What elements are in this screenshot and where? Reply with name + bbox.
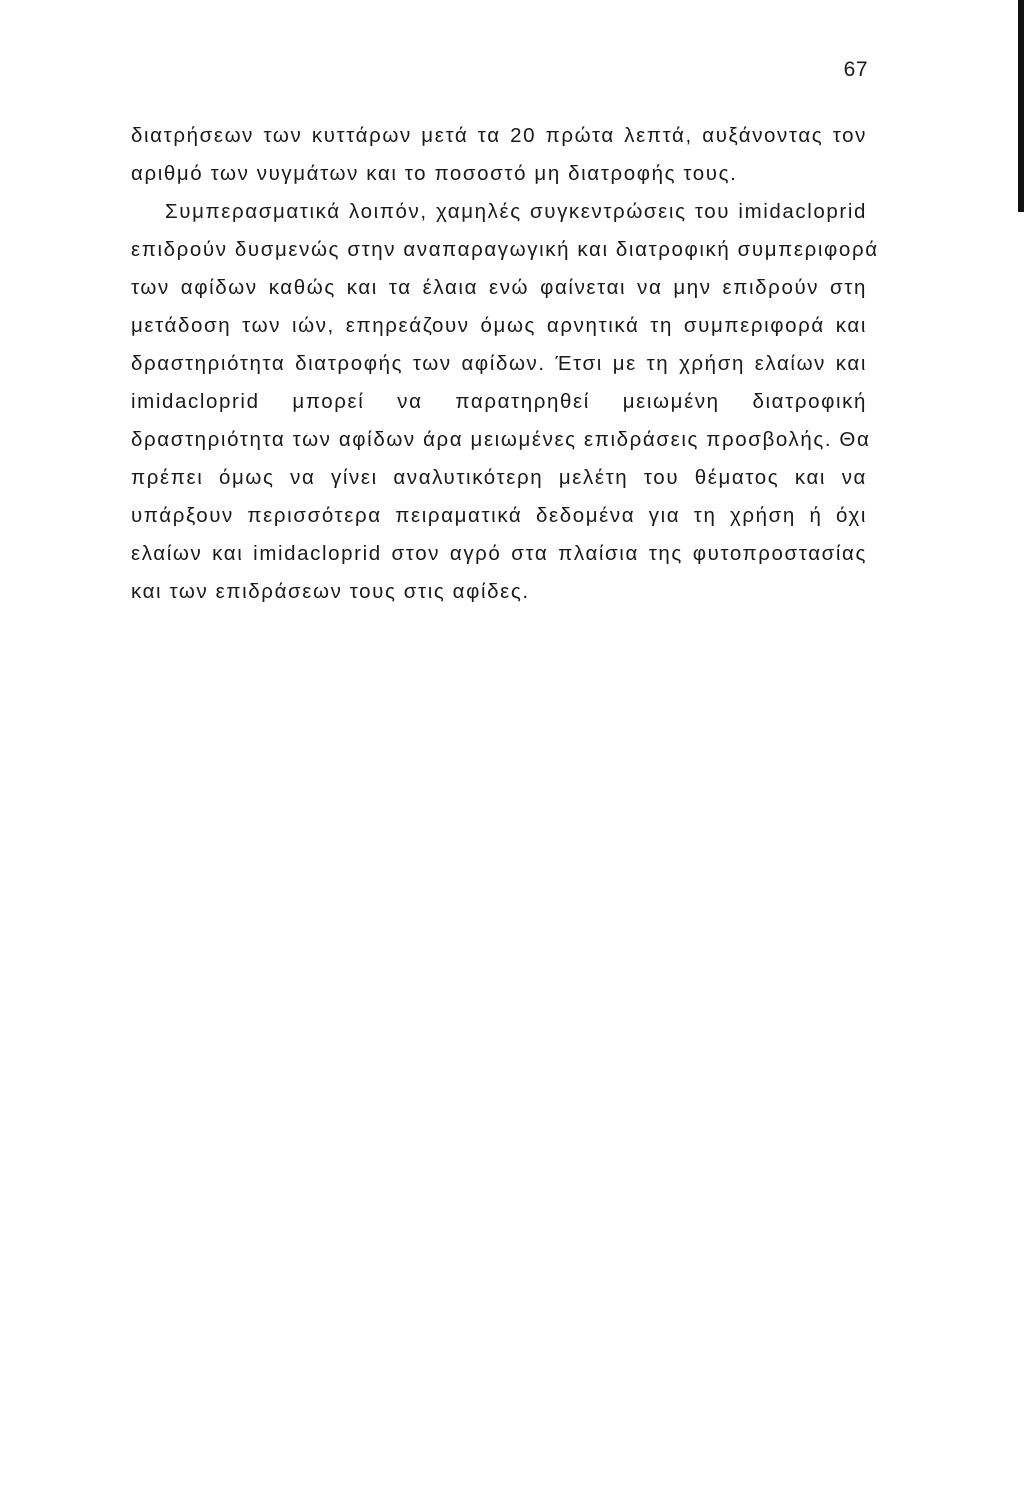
text-line: των αφίδων καθώς και τα έλαια ενώ φαίνεται να μην επιδρούν στη [131, 276, 867, 299]
text-line: επιδρούν δυσμενώς στην αναπαραγωγική και διατροφική συμπεριφορά [131, 238, 879, 261]
scan-edge-bar [1018, 0, 1024, 212]
text-line: Συμπερασματικά λοιπόν, χαμηλές συγκεντρώσεις του imidacloprid [165, 200, 867, 223]
text-line: διατρήσεων των κυττάρων μετά τα 20 πρώτα λεπτά, αυξάνοντας τον [131, 124, 867, 147]
text-line: δραστηριότητα διατροφής των αφίδων. Έτσι με τη χρήση ελαίων και [131, 352, 867, 375]
text-line: πρέπει όμως να γίνει αναλυτικότερη μελέτη του θέματος και να [131, 466, 867, 489]
text-line: imidacloprid μπορεί να παρατηρηθεί μειωμένη διατροφική [131, 390, 867, 413]
text-line: υπάρξουν περισσότερα πειραματικά δεδομένα για τη χρήση ή όχι [131, 504, 867, 527]
text-line: ελαίων και imidacloprid στον αγρό στα πλαίσια της φυτοπροστασίας [131, 542, 867, 565]
text-line: αριθμό των νυγμάτων και το ποσοστό μη διατροφής τους. [131, 162, 738, 185]
page-number: 67 [843, 58, 868, 81]
text-line: δραστηριότητα των αφίδων άρα μειωμένες επιδράσεις προσβολής. Θα [131, 428, 871, 451]
text-line: και των επιδράσεων τους στις αφίδες. [131, 580, 530, 603]
text-line: μετάδοση των ιών, επηρεάζουν όμως αρνητικά τη συμπεριφορά και [131, 314, 867, 337]
